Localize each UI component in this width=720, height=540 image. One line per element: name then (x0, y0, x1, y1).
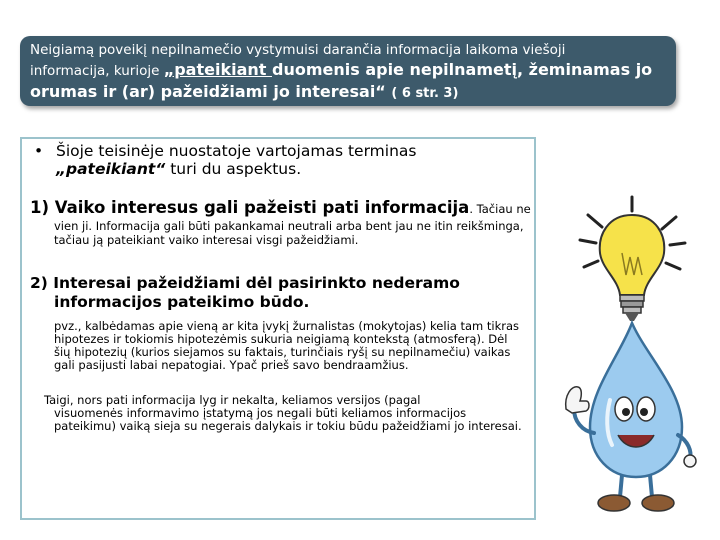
intro-text (56, 142, 526, 178)
section-2-example: pvz., kalbėdamas apie vieną ar kita įvykį žurnalistas (mokytojas) kelia tam tikras hipotezes ir tokiomis hipotezėmis sukuria neigiamą kontekstą (atmosferą). Dėl šių hipotezių (kurios siejamos su faktais, turinčiais ryšį su nepilnamečiu) vaikas gali pasijusti labai nepatogiai. Ypač prieš savo bendraamžius. (54, 319, 520, 372)
section-1-title: 1) Vaiko interesus gali pažeisti pati informacija (30, 198, 470, 217)
section-1-body: vien ji. Informacija gali būti pakankamai neutrali arba bent jau ne itin reikšminga, tačiau ją pateikiant vaiko interesai visgi pažeidžiami. (54, 219, 524, 247)
title-line-2-prefix: informacija, kurioje (30, 63, 164, 79)
intro-bullet (30, 142, 526, 178)
title-line-3 (30, 82, 666, 104)
title-banner (20, 36, 676, 106)
conclusion-rest: visuomenės informavimo įstatymą jos negali būti keliamos informacijos pateikimu) vaiką sieja su negerais dalykais ir tokiu būdu pažeidžiami jo interesai. (54, 406, 522, 433)
section-2-title-line-1: 2) Interesai pažeidžiami dėl pasirinkto nederamo (30, 274, 460, 292)
idea-mascot-icon (560, 195, 710, 525)
conclusion-line-1: Taigi, nors pati informacija lyg ir nekalta, keliamos versijos (pagal (44, 393, 421, 407)
section-1-title-tail: . Tačiau ne (469, 202, 531, 216)
lightbulb-icon (600, 215, 664, 321)
intro-line-2: turi du aspektus. (165, 160, 302, 178)
intro-line-1: Šioje teisinėje nuostatoje vartojamas terminas (56, 142, 417, 160)
section-2-title-line-2: informacijos pateikimo būdo. (54, 293, 310, 311)
content-panel (20, 137, 536, 520)
title-line-2 (30, 59, 666, 82)
waterdrop-character-icon (566, 323, 696, 511)
title-line-1: Neigiamą poveikį nepilnamečio vystymuisi darančia informacija laikoma viešoji (30, 42, 566, 58)
lightbulb-waterdrop-svg (560, 195, 710, 525)
intro-term: „pateikiant“ (56, 160, 166, 178)
conclusion-paragraph (30, 394, 526, 433)
bullet-symbol: • (34, 142, 44, 160)
title-line-2-rest: duomenis apie nepilnametį, žeminamas jo (271, 60, 653, 79)
law-reference: ( 6 str. 3) (391, 86, 459, 101)
title-emphasis: „pateikiant (163, 60, 272, 79)
section-2-heading (30, 274, 526, 312)
title-line-3-main: orumas ir (ar) pažeidžiami jo interesai“ (30, 82, 386, 101)
section-1-heading (30, 198, 531, 219)
